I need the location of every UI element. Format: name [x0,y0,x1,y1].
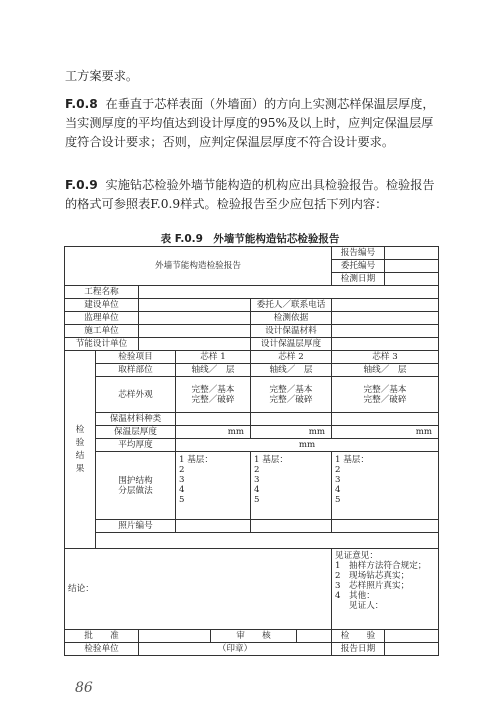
paragraph-f09: F.0.9 实施钻芯检验外墙节能构造的机构应出具检验报告。检验报告的格式可参照表F.0.9样式。检验报告至少应包括下列内容： [65,178,435,211]
designer-value [139,338,251,351]
commission-number-value [385,260,439,273]
commission-number-label: 委托编号 [332,260,385,273]
table-title: 表 F.0.9 外墙节能构造钻芯检验报告 [160,233,340,245]
test-basis-value [332,312,439,325]
sample-3-layers: 1 基层： 2 3 4 5 [332,452,439,520]
clause-number: F.0.9 [65,178,98,192]
sample-3-location: 轴线／ 层 [332,364,439,377]
report-date-label: 报告日期 [332,643,385,656]
sample-3-photo [332,520,439,533]
witness-opinion: 见证意见： 1 抽样方法符合规定； 2 现场钻芯真实； 3 芯样照片真实； 4 其他： 见证人： [332,549,439,630]
location-label: 取样部位 [96,364,176,377]
sample-1-thickness: mm [176,426,251,439]
report-number-label: 报告编号 [332,247,385,260]
design-thickness-value [332,338,439,351]
project-name-value [139,286,439,299]
builder-value [139,299,251,312]
designer-label: 节能设计单位 [65,338,139,351]
design-material-label: 设计保温材料 [251,325,332,338]
layer-thickness-label: 保温层厚度 [96,426,176,439]
contractor-label: 施工单位 [65,325,139,338]
sample-1-photo [176,520,251,533]
test-date-label: 检测日期 [332,273,385,286]
contractor-value [139,325,251,338]
paragraph-f08: F.0.8 在垂直于芯样表面（外墙面）的方向上实测芯样保温层厚度，当实测厚度的平均值达到设计厚度的95%及以上时，应判定保温层厚度符合设计要求；否则，应判定保温层厚度不符合设计要求。 [65,97,435,149]
review-value [297,630,332,643]
sample-2-location: 轴线／ 层 [251,364,332,377]
sample-1-appearance: 完整／基本 完整／破碎 [176,377,251,413]
review-label: 审 核 [211,630,297,643]
clause-number: F.0.8 [65,97,98,111]
inspection-report-table [64,246,439,656]
paragraph-intro: 工方案要求。 [65,69,139,83]
inspect-label: 检 验 [332,630,385,643]
test-date-value [385,273,439,286]
appearance-label: 芯样外观 [96,377,176,413]
sample-2-thickness: mm [251,426,332,439]
sample-2-header: 芯样 2 [251,351,332,364]
item-header: 检验项目 [96,351,176,364]
design-material-value [332,325,439,338]
supervisor-value [139,312,251,325]
client-contact-value [332,299,439,312]
report-heading: 外墙节能构造检验报告 [65,247,332,286]
material-type-label: 保温材料种类 [96,413,176,426]
sample-2-material [251,413,332,426]
avg-thickness-label: 平均厚度 [96,439,176,452]
result-spacer [96,533,439,549]
builder-label: 建设单位 [65,299,139,312]
client-contact-label: 委托人／联系电话 [251,299,332,312]
approve-value [139,630,211,643]
conclusion-cell [65,549,332,630]
sample-3-material [332,413,439,426]
sample-2-layers: 1 基层： 2 3 4 5 [251,452,332,520]
sample-1-material [176,413,251,426]
inspect-value [385,630,439,643]
conclusion-label: 结论： [68,584,94,594]
seal-cell: （印章） [139,643,332,656]
sample-1-layers: 1 基层： 2 3 4 5 [176,452,251,520]
approve-label: 批 准 [65,630,139,643]
design-thickness-label: 设计保温层厚度 [251,338,332,351]
report-number-value [385,247,439,260]
result-label-text: 检验结果 [75,424,85,474]
photo-number-label: 照片编号 [96,520,176,533]
sample-1-location: 轴线／ 层 [176,364,251,377]
page-number: 86 [75,680,93,696]
sample-2-appearance: 完整／基本 完整／破碎 [251,377,332,413]
sample-3-thickness: mm [332,426,439,439]
sample-3-header: 芯样 3 [332,351,439,364]
sample-2-photo [251,520,332,533]
supervisor-label: 监理单位 [65,312,139,325]
result-label [65,351,96,549]
sample-3-appearance: 完整／基本 完整／破碎 [332,377,439,413]
structure-label: 围护结构 分层做法 [96,452,176,520]
sample-1-header: 芯样 1 [176,351,251,364]
project-name-label: 工程名称 [65,286,139,299]
org-label: 检验单位 [65,643,139,656]
report-date-value [385,643,439,656]
test-basis-label: 检测依据 [251,312,332,325]
avg-thickness-value: mm [176,439,439,452]
